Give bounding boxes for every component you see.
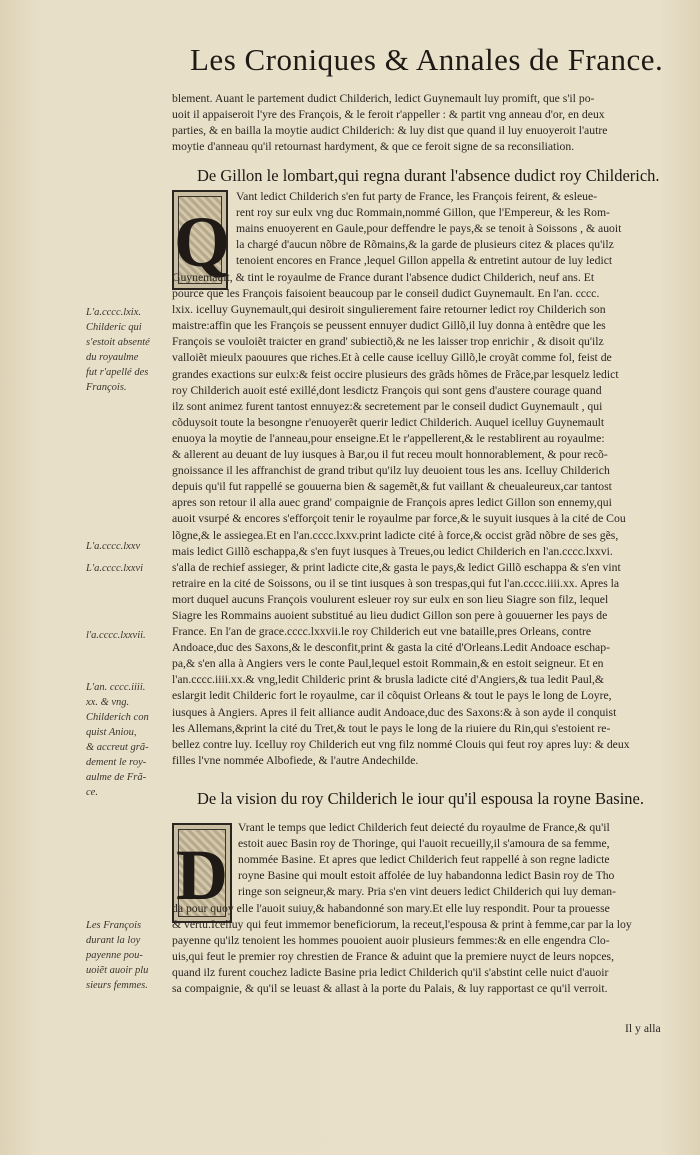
margin-note-line: xx. & vng. xyxy=(86,697,130,708)
margin-note-line: Childerich con xyxy=(86,712,149,723)
catchword: Il y alla xyxy=(625,1022,661,1035)
text-line: da pour quoy elle l'auoit suiuy,& habandonné son mary.Et elle luy respondit. Pour ta prouesse xyxy=(172,902,610,915)
margin-note-line: quist Aniou, xyxy=(86,727,137,738)
text-line: Andoace,duc des Saxons,& le desconfit,print & gasta la cité d'Orleans.Ledit Andoace eschap- xyxy=(172,641,610,655)
text-block-gillon-indented xyxy=(236,189,680,269)
text-line: Vrant le temps que ledict Childerich feut deiecté du royaulme de France,& qu'il xyxy=(238,821,610,834)
text-line: pa,& s'en alla à Angiers vers le conte Paul,lequel estoit Rommain,& en estoit seigneur. Et en xyxy=(172,657,604,671)
text-line: les Allemans,&print la cité du Tret,& tout le pays le long de la riuiere du Rin,qui s'estoient re- xyxy=(172,721,611,735)
text-line: France. En l'an de grace.cccc.lxxvii.le roy Childerich eut vne bataille,pres Orleans, contre xyxy=(172,625,592,639)
text-line: ilz sont animez furent tantost ennuyez:& secretement par le conseil dudict Guynemault , qui xyxy=(172,399,603,413)
text-line: royne Basine qui moult estoit affolée de luy habandonna ledict Basin roy de Tho xyxy=(238,869,615,883)
text-line: gnoissance il les affranchist de grand tribut qu'ilz luy deuoient tous les ans. Icelluy Childerich xyxy=(172,464,610,478)
margin-note-line: L'a.cccc.lxxv xyxy=(86,541,141,552)
text-line: retraire en la cité de Soissons, ou il se tint iusques à son trespas,qui fut l'an.cccc.iiii.xx. Apres la xyxy=(172,576,620,590)
running-header: Les Croniques & Annales de France. xyxy=(190,42,664,77)
text-line: parties, & en bailla la moytie audict Childerich: & luy dist que quand il luy enuoyeroit l'autre xyxy=(172,124,608,138)
text-line: cõduysoit toute la besongne r'enuoyerẽt querir ledict Childerich. Auquel icelluy Guynemault xyxy=(172,415,605,429)
margin-note xyxy=(86,628,166,643)
text-line: uoit il appaiseroit l'yre des François, & le feroit r'appeller : & partit vng anneau d'or, en deux xyxy=(172,108,605,122)
margin-note-line: L'a.cccc.lxix. xyxy=(86,307,142,318)
text-line: depuis qu'il fut rappellé se gouuerna bien & sagemẽt,& fut vaillant & cheualeureux,car tantost xyxy=(172,480,612,494)
text-line: moytie d'anneau qu'il retournast hardyment, & que ce feroit signe de sa reconsiliation. xyxy=(172,140,575,154)
text-line: filles l'vne nommée Albofiede, & l'autre Andechilde. xyxy=(172,753,419,767)
margin-note-line: L'a.cccc.lxxvi xyxy=(86,563,144,574)
initial-letter: Q xyxy=(174,202,231,282)
margin-note xyxy=(86,305,166,395)
text-line: tenoient encores en France ,lequel Gillon appella & entretint autour de luy ledict xyxy=(236,254,613,268)
text-line: s'alla de rechief assieger, & print ladicte cite,& gasta le pays,& ledict Gillõ eschappa & s'en vint xyxy=(172,560,621,574)
margin-note-line: & accreut grã- xyxy=(86,742,149,753)
margin-note-line: durant la loy xyxy=(86,935,141,946)
text-line: roy Childerich auoit esté exillé,dont lesdictz François qui sont gens d'austere courage quand xyxy=(172,383,602,397)
text-line: blement. Auant le partement dudict Childerich, ledict Guynemault luy promift, que s'il po- xyxy=(172,92,595,105)
text-line: & vertu.Icelluy qui feut immemor beneficiorum, la receut,l'espousa & print à femme,car par la loy xyxy=(172,918,632,932)
text-line: Vant ledict Childerich s'en fut party de France, les François feirent, & esleue- xyxy=(236,190,598,203)
margin-note-line: fut r'apellé des xyxy=(86,367,149,378)
margin-note-line: payenne pou- xyxy=(86,950,143,961)
margin-note-line: ce. xyxy=(86,787,98,798)
margin-note-line: l'a.cccc.lxxvii. xyxy=(86,630,146,641)
margin-note xyxy=(86,918,166,993)
margin-note-line: L'an. cccc.iiii. xyxy=(86,682,146,693)
margin-note-line: du royaulme xyxy=(86,352,139,363)
text-line: grandes exactions sur eulx:& feist occire plusieurs des grãds hõmes de Frãce,par lesquelz ledict xyxy=(172,367,619,381)
text-line: apres son retour il alla auec grand' compaignie de François apres ledict Gillon son ennemy,qui xyxy=(172,496,612,510)
text-line: lõgne,& le assiegea.Et en l'an.cccc.lxxv.print ladicte cité à force,& occist grãd nõbre de ses gẽs, xyxy=(172,528,619,542)
text-block-basine xyxy=(172,901,680,998)
text-line: uis,qui feut le premier roy chrestien de France & aduint que la premiere nuyct de leurs nopces, xyxy=(172,950,615,964)
text-line: François se vouloiẽt traicter en grand' subiectiõ,& ne les laisser trop enrichir , & disoit qu'ilz xyxy=(172,335,604,349)
section-heading-gillon: De Gillon le lombart,qui regna durant l'absence dudict roy Childerich. xyxy=(197,166,660,185)
margin-note-line: Childeric qui xyxy=(86,322,142,333)
text-line: mais ledict Gillõ eschappa,& s'en fuyt iusques à Treues,ou ledict Childerich en l'an.cccc.lxxvi. xyxy=(172,544,613,558)
text-line: Guynemault, & tint le royaulme de France durant l'absence dudict Childerich, neuf ans. Et xyxy=(172,271,595,284)
text-line: la chargé d'aucun nõbre de Rõmains,& la garde de plusieurs citez & places qu'ilz xyxy=(236,238,614,252)
text-line: sa compaignie, & qu'il se leuast & allast à la porte du Palais, & luy rapportast ce qu'il verroit. xyxy=(172,982,608,996)
text-line: maistre:affin que les François se peussent ennuyer dudict Gillõ,il luy donna à entẽdre que les xyxy=(172,319,606,333)
text-block-basine-indented xyxy=(238,820,680,900)
initial-letter: D xyxy=(176,835,228,915)
margin-note xyxy=(86,561,166,576)
margin-note-line: François. xyxy=(86,382,127,393)
text-block-gillon xyxy=(172,270,680,769)
text-line: pource que les François faisoient beaucoup par le conseil dudict Guynemault. En l'an. cccc. xyxy=(172,287,600,301)
text-line: enuoya la moytie de l'anneau,pour enseigne.Et le r'appellerent,& le restablirent au royaulme: xyxy=(172,431,605,445)
text-block-opening xyxy=(172,91,680,155)
text-line: l'an.cccc.iiii.xx.& vng,ledit Childeric print & brusla ladicte cité d'Angiers,& tua ledit Paul,& xyxy=(172,673,604,687)
margin-note-line: aulme de Frã- xyxy=(86,772,147,783)
margin-note-line: uoiẽt auoir plu xyxy=(86,965,149,976)
text-line: mains enuoyerent en Gaule,pour deffendre le pays,& se tenoit à Soissons , & auoit xyxy=(236,222,622,236)
text-line: iusques à Angiers. Apres il feit alliance audit Andoace,duc des Saxons:& à son ayde il conquist xyxy=(172,705,617,719)
text-line: ringe son seigneur,& mary. Pria s'en vint deuers ledict Childerich qui luy deman- xyxy=(238,885,617,899)
text-line: & allerent au deuant de luy iusques à Bar,ou il fut receu moult honnorablement, & pour recõ- xyxy=(172,448,608,462)
text-line: estoit auec Basin roy de Thoringe, qui l'auoit recueilly,il s'amoura de sa femme, xyxy=(238,837,610,851)
text-line: valloiẽt mieulx paouures que riches.Et à celle cause icelluy Gillõ,le croyãt comme fol, feist de xyxy=(172,351,612,365)
text-line: lxix. icelluy Guynemault,qui desiroit singulierement faire retourner ledict roy Childerich son xyxy=(172,303,606,317)
margin-note-line: sieurs femmes. xyxy=(86,980,148,991)
margin-note-line: s'estoit absenté xyxy=(86,337,150,348)
margin-note xyxy=(86,539,166,554)
text-line: eslargit ledit Childeric fort le royaulme, car il cõquist Orleans & tout le pays le long de Loyre, xyxy=(172,689,612,703)
margin-note xyxy=(86,680,166,800)
margin-note-line: dement le roy- xyxy=(86,757,147,768)
text-line: nommée Basine. Et apres que ledict Childerich feut rappellé à son regne ladicte xyxy=(238,853,610,867)
text-line: rent roy sur eulx vng duc Rommain,nommé Gillon, que l'Empereur, & les Rom- xyxy=(236,206,610,220)
text-line: mort duquel aucuns François voulurent esleuer roy sur eulx en son lieu Siagre son filz, lequel xyxy=(172,592,609,606)
text-line: bellez contre luy. Icelluy roy Childerich eut vng filz nommé Clouis qui feut roy apres luy: & deux xyxy=(172,737,630,751)
section-heading-basine: De la vision du roy Childerich le iour qu'il espousa la royne Basine. xyxy=(197,789,645,808)
text-line: payenne qu'ilz tenoient les hommes pouoient auoir plusieurs femmes:& en elle engendra Clo- xyxy=(172,934,610,948)
margin-note-line: Les François xyxy=(86,920,142,931)
text-line: quand ilz furent couchez ladicte Basine pria ledict Childerich qu'il s'abstint celle nuict d'auoir xyxy=(172,966,609,980)
text-line: Siagre les Rommains auoient substitué au lieu dudict Gillon son pere à gouuerner les pays de xyxy=(172,608,608,622)
text-line: auoit vsurpé & encores s'efforçoit tenir le royaulme par force,& le suyuit iusques à la cité de Cou xyxy=(172,512,626,526)
